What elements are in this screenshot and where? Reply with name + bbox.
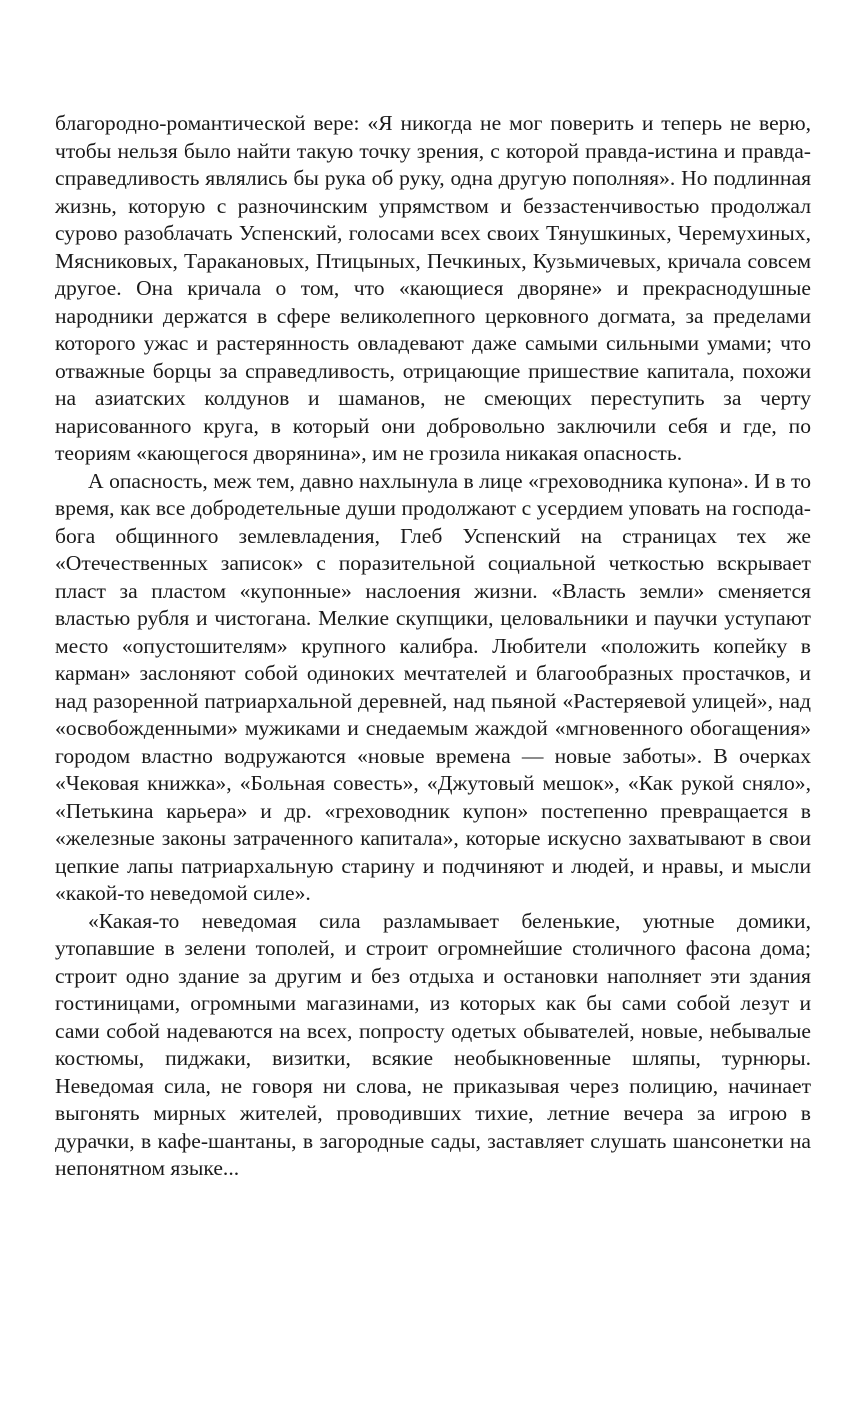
- paragraph-2: А опасность, меж тем, давно нахлынула в лице «греховодника купона». И в то время, как все добродетельные души продолжают с усердием уповать на господа- бога общинного землевладения, Глеб Успенский на страницах тех же «Отечественных записок» с поразительной социальной четкостью вскрывает пласт за пластом «купонные» наслоения жизни. «Власть земли» сменяется властью рубля и чистогана. Мелкие скупщики, целовальники и паучки уступают место «опустошителям» крупного калибра. Любители «положить копейку в карман» заслоняют собой одиноких мечтателей и благообразных простачков, и над разоренной патриархальной деревней, над пьяной «Растеряевой улицей», над «освобожденными» мужиками и снедаемым жаждой «мгновенного обогащения» городом властно водружаются «новые времена — новые заботы». В очерках «Чековая книжка», «Больная совесть», «Джутовый мешок», «Как рукой сняло», «Петькина карьера» и др. «греховодник купон» постепенно превращается в «железные законы затраченного капитала», которые искусно захватывают в свои цепкие лапы патриархальную старину и подчиняют и людей, и нравы, и мысли «какой-то неведомой силе».: [55, 468, 811, 905]
- paragraph-3: «Какая-то неведомая сила разламывает беленькие, уютные домики, утопавшие в зелени тополей, и строит огромнейшие столичного фасона дома; строит одно здание за другим и без отдыха и остановки наполняет эти здания гостиницами, огромными магазинами, из которых как бы сами собой лезут и сами собой надеваются на всех, попросту одетых обывателей, новые, небывалые костюмы, пиджаки, визитки, всякие необыкновенные шляпы, турнюры. Неведомая сила, не говоря ни слова, не приказывая через полицию, начинает выгонять мирных жителей, проводивших тихие, летние вечера за игрою в дурачки, в кафе-шантаны, в загородные сады, заставляет слушать шансонетки на непонятном языке...: [55, 908, 811, 1180]
- document-page: [55, 110, 811, 1183]
- paragraph-1: благородно-романтической вере: «Я никогда не мог поверить и теперь не верю, чтобы нельзя было найти такую точку зрения, с которой правда-истина и правда-справедливость являлись бы рука об руку, одна другую пополняя». Но подлинная жизнь, которую с разночинским упрямством и беззастенчивостью продолжал сурово разоблачать Успенский, голосами всех своих Тянушкиных, Черемухиных, Мясниковых, Таракановых, Птицыных, Печкиных, Кузьмичевых, кричала совсем другое. Она кричала о том, что «кающиеся дворяне» и прекраснодушные народники держатся в сфере великолепного церковного догмата, за пределами которого ужас и растерянность овладевают даже самыми сильными умами; что отважные борцы за справедливость, отрицающие пришествие капитала, похожи на азиатских колдунов и шаманов, не смеющих переступить за черту нарисованного круга, в который они добровольно заключили себя и где, по теориям «кающегося дворянина», им не грозила никакая опасность.: [55, 111, 811, 465]
